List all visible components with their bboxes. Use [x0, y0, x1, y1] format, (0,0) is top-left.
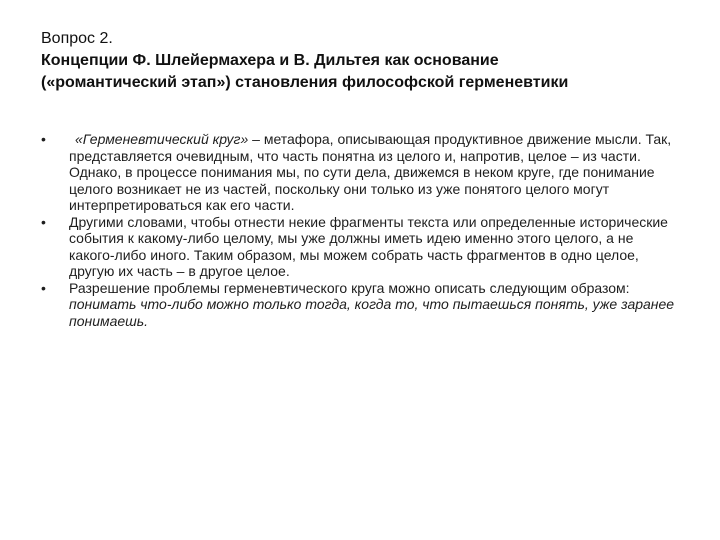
bullet-item-3: [41, 280, 681, 330]
slide-title-line-2: («романтический этап») становления философской герменевтики: [41, 74, 569, 91]
bullet-text-3: [69, 280, 681, 330]
bullet-marker: •: [41, 131, 46, 147]
bullet-text-2: Другими словами, чтобы отнести некие фрагменты текста или определенные исторические события к какому-либо целому, мы уже должны иметь идею именно этого целого, а не какого-либо иного. Таким образом, мы можем собрать часть фрагментов в одно целое, другую их часть – в другое целое.: [69, 213, 668, 279]
bullet-text-1: [69, 131, 681, 214]
bullet-3-emphasis: понимать что-либо можно только тогда, когда то, что пытаешься понять, уже заранее понимаешь.: [69, 296, 675, 329]
bullet-item-2: [41, 214, 681, 280]
bullet-1-body: – метафора, описывающая продуктивное движение мысли. Так, представляется очевидным, что часть понятна из целого и, напротив, целое – из части. Однако, в процессе понимания мы, по сути дела, движемся в неком круге, где понимание целого возникает не из частей, поскольку они только из уже понятого целого могут интерпретироваться как его части.: [69, 131, 672, 213]
question-number: Вопрос 2.: [41, 30, 113, 47]
bullet-3-body: Разрешение проблемы герменевтического круга можно описать следующим образом:: [69, 279, 630, 296]
term-hermeneutic-circle: «Герменевтический круг»: [75, 131, 249, 147]
slide-title-line-1: Концепции Ф. Шлейермахера и В. Дильтея как основание: [41, 52, 499, 69]
bullet-item-1: [41, 131, 681, 214]
title-block: [41, 28, 691, 94]
bullet-list: [41, 131, 681, 329]
bullet-marker: •: [41, 213, 46, 230]
bullet-marker: •: [41, 279, 46, 296]
